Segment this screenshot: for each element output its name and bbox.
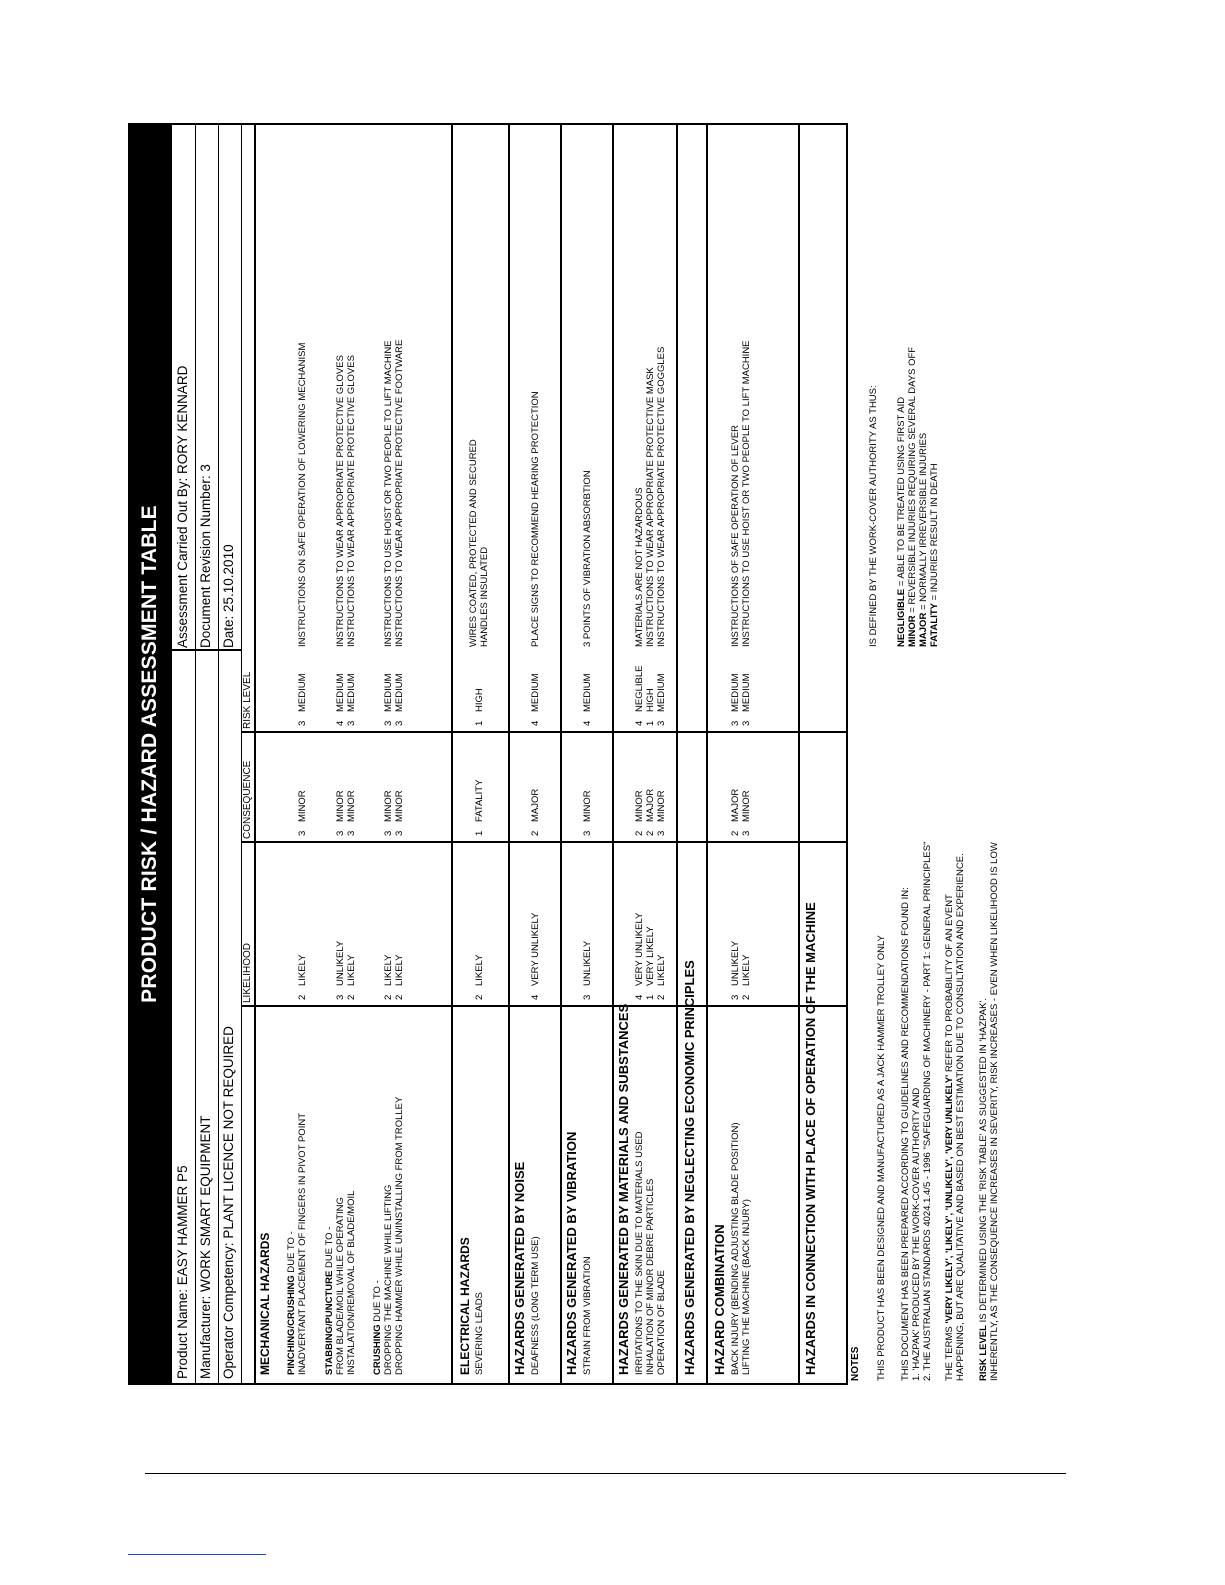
- likelihood-cell: 2LIKELY 2LIKELY: [383, 954, 405, 1000]
- note-guidelines: THIS DOCUMENT HAS BEEN PREPARED ACCORDING TO GUIDELINES AND RECOMMENDATIONS FOUND IN: 1. 'HAZPAK' PRODUCED BY THE WORK-COVER AUTHORITY AND 2. THE AUSTRALIAN STANDARDS 4024.1.4/5 - 1996 "SAFEGUARDING OF MACHINERY - PART 1: GENERAL PRINCIPLES": [900, 841, 933, 1381]
- section-title: HAZARDS GENERATED BY VIBRATION: [564, 1131, 579, 1375]
- section-title: HAZARDS IN CONNECTION WITH PLACE OF OPERATION OF THE MACHINE: [803, 902, 818, 1375]
- likelihood-cell: 2LIKELY: [297, 954, 308, 1000]
- hazard-line: SEVERING LEADS: [474, 1292, 485, 1375]
- table-title: PRODUCT RISK / HAZARD ASSESSMENT TABLE: [128, 123, 172, 1385]
- action-cell: WIRES COATED, PROTECTED AND SECURED HANDLES INSULATED: [468, 439, 490, 647]
- note-definitions: NEGLIGIBLE = ABLE TO BE TREATED USING FIRST AID MINOR = REVERSIBLE INJURIES REQUIRING SEVERAL DAYS OFF MAJOR = NORMALLY IRREVERSIBLE INJURIES FATALITY = INJURIES RESULT IN DEATH: [896, 346, 940, 647]
- col-consequence: CONSEQUENCE: [242, 760, 253, 839]
- section-title: HAZARDS GENERATED BY NOISE: [512, 1161, 527, 1375]
- row-line: [508, 123, 510, 1385]
- risk-cell: 1HIGH: [474, 688, 485, 726]
- row-line: [798, 123, 800, 1385]
- footer-link-underline: [128, 1554, 266, 1555]
- product-name: Product Name: EASY HAMMER P5: [175, 1165, 190, 1379]
- frame-left: [128, 1384, 848, 1386]
- consequence-cell: 2MINOR 2MAJOR 3MINOR: [634, 788, 667, 836]
- action-cell: PLACE SIGNS TO RECOMMEND HEARING PROTECTION: [530, 391, 541, 647]
- hazard-line: DEAFNESS (LONG TERM USE): [530, 1236, 541, 1375]
- assessor: Assessment Carried Out By: RORY KENNARD: [175, 365, 190, 648]
- action-cell: INSTRUCTIONS TO WEAR APPROPRIATE PROTECTIVE GLOVES INSTRUCTIONS TO WEAR APPROPRIATE PROTECTIVE GLOVES: [335, 355, 357, 647]
- section-title: HAZARDS GENERATED BY NEGLECTING ECONOMIC PRINCIPLES: [682, 960, 697, 1375]
- col-sep-3: [242, 732, 254, 734]
- section-title: MECHANICAL HAZARDS: [258, 1232, 272, 1375]
- note-risk-level: RISK LEVEL IS DETERMINED USING THE 'RISK TABLE' AS SUGGESTED IN 'HAZPAK'. INHERENTLY, AS THE CONSEQUENCE INCREASES IN SEVERITY, RISK INCREASES - EVEN WHEN LIKELIHOOD IS LOW: [978, 842, 1000, 1381]
- col-rule-3: [254, 732, 848, 734]
- row-line: [560, 123, 562, 1385]
- col-risk-level: RISK LEVEL: [242, 671, 253, 729]
- risk-cell: 3MEDIUM 3MEDIUM: [383, 673, 405, 726]
- consequence-cell: 3MINOR 3MINOR: [383, 790, 405, 836]
- risk-cell: 3MEDIUM 3MEDIUM: [730, 673, 752, 726]
- section-title: ELECTRICAL HAZARDS: [458, 1237, 472, 1375]
- hazard-group: CRUSHING DUE TO - DROPPING THE MACHINE WHILE LIFTING DROPPING HAMMER WHILE UN/INSTALLING FROM TROLLEY: [372, 1096, 405, 1375]
- likelihood-cell: 3UNLIKELY: [582, 940, 593, 1000]
- col-rule-2: [254, 842, 848, 844]
- hazard-lines: BACK INJURY (BENDING ADJUSTING BLADE POSITION) LIFTING THE MACHINE (BACK INJURY): [730, 1122, 752, 1375]
- risk-cell: 3MEDIUM: [297, 673, 308, 726]
- col-likelihood: LIKELIHOOD: [242, 942, 253, 1003]
- likelihood-cell: 3UNLIKELY 2LIKELY: [730, 940, 752, 1000]
- likelihood-cell: 4VERY UNLIKELY 1VERY LIKELY 2LIKELY: [634, 912, 667, 1000]
- consequence-cell: 2MAJOR: [530, 788, 541, 836]
- action-cell: INSTRUCTIONS OF SAFE OPERATION OF LEVER INSTRUCTIONS TO USE HOIST OR TWO PEOPLE TO LIFT MACHINE: [730, 340, 752, 647]
- notes-title: NOTES: [850, 1346, 861, 1381]
- risk-cell: 4MEDIUM 3MEDIUM: [335, 673, 357, 726]
- risk-cell: 4NEGLIBLE 1HIGH 3MEDIUM: [634, 665, 667, 726]
- hazard-line: STRAIN FROM VIBRATION: [582, 1256, 593, 1375]
- col-rule-1: [254, 1006, 848, 1008]
- date: Date: 25.10.2010: [221, 544, 236, 648]
- action-cell: INSTRUCTIONS TO USE HOIST OR TWO PEOPLE TO LIFT MACHINE INSTRUCTIONS TO WEAR APPROPRIATE PROTECTIVE FOOTWARE: [383, 339, 405, 647]
- note-product: THIS PRODUCT HAS BEEN DESIGNED AND MANUFACTURED AS A JACK HAMMER TROLLEY ONLY: [876, 935, 887, 1381]
- hazard-lines: IRRITATIONS TO THE SKIN DUE TO MATERIALS USED INHALATION OF MINOR DEBRE PARTICLES OPERATION OF BLADE: [634, 1131, 667, 1375]
- header-row-2: [195, 123, 219, 1385]
- row-line: [676, 123, 678, 1385]
- section-title: HAZARDS GENERATED BY MATERIALS AND SUBSTANCES: [616, 1003, 631, 1375]
- note-terms: THE TERMS 'VERY LIKELY', 'LIKELY', 'UNLIKELY', 'VERY UNLIKELY' REFER TO PROBABILITY OF AN EVENT HAPPENING, BUT ARE QUALITATIVE AND BASED ON BEST ESTIMATION DUE TO CONSULTATION AND EXPERIENCE.: [944, 853, 966, 1381]
- consequence-cell: 1FATALITY: [474, 779, 485, 836]
- hazard-group: STABBING/PUNCTURE DUE TO - FROM BLADE/MOIL WHILE OPERATING INSTALATION/REMOVAL OF BLADE/MOIL: [324, 1190, 357, 1375]
- col-head-line: [254, 123, 256, 1385]
- header-row-1: [172, 123, 196, 1385]
- hazard-group: PINCHING/CRUSHING DUE TO - INADVERTANT PLACEMENT OF FINGERS IN PIVOT POINT: [286, 1113, 308, 1375]
- competency: Operator Competency: PLANT LICENCE NOT REQUIRED: [221, 1026, 236, 1379]
- consequence-cell: 3MINOR 3MINOR: [335, 790, 357, 836]
- table-bottom-line: [846, 123, 848, 1385]
- likelihood-cell: 3UNLIKELY 2LIKELY: [335, 940, 357, 1000]
- row-line: [706, 123, 708, 1385]
- consequence-cell: 2MAJOR 3MINOR: [730, 788, 752, 836]
- action-cell: MATERIALS ARE NOT HAZARDOUS INSTRUCTIONS TO WEAR APPROPRIATE PROTECTIVE MASK INSTRUCTIONS TO WEAR APPROPRIATE PROTECTIVE GOGGLES: [634, 346, 667, 647]
- row-line: [451, 123, 453, 1385]
- risk-cell: 4MEDIUM: [530, 673, 541, 726]
- manufacturer: Manufacturer: WORK SMART EQUIPMENT: [198, 1115, 213, 1379]
- action-cell: INSTRUCTIONS ON SAFE OPERATION OF LOWERING MECHANISM: [297, 342, 308, 647]
- header-row-3: [218, 123, 242, 1385]
- likelihood-cell: 4VERY UNLIKELY: [530, 912, 541, 1000]
- header-divider: [172, 650, 242, 652]
- footer-rule: [145, 1473, 1066, 1474]
- row-line: [612, 123, 614, 1385]
- consequence-cell: 3MINOR: [582, 790, 593, 836]
- revision: Document Revision Number: 3: [198, 464, 213, 648]
- risk-cell: 4MEDIUM: [582, 673, 593, 726]
- assessment-table: [128, 123, 848, 1385]
- likelihood-cell: 2LIKELY: [474, 954, 485, 1000]
- consequence-cell: 3MINOR: [297, 790, 308, 836]
- frame-right: [128, 124, 848, 126]
- action-cell: 3 POINTS OF VIBRATION ABSORBTION: [582, 470, 593, 647]
- col-sep-2: [242, 842, 254, 844]
- note-defined: IS DEFINED BY THE WORK-COVER AUTHORITY AS THUS:: [868, 385, 879, 647]
- section-title: HAZARD COMBINATION: [712, 1224, 727, 1375]
- col-sep-1: [242, 1006, 254, 1008]
- rotated-landscape-content: [128, 125, 1000, 1385]
